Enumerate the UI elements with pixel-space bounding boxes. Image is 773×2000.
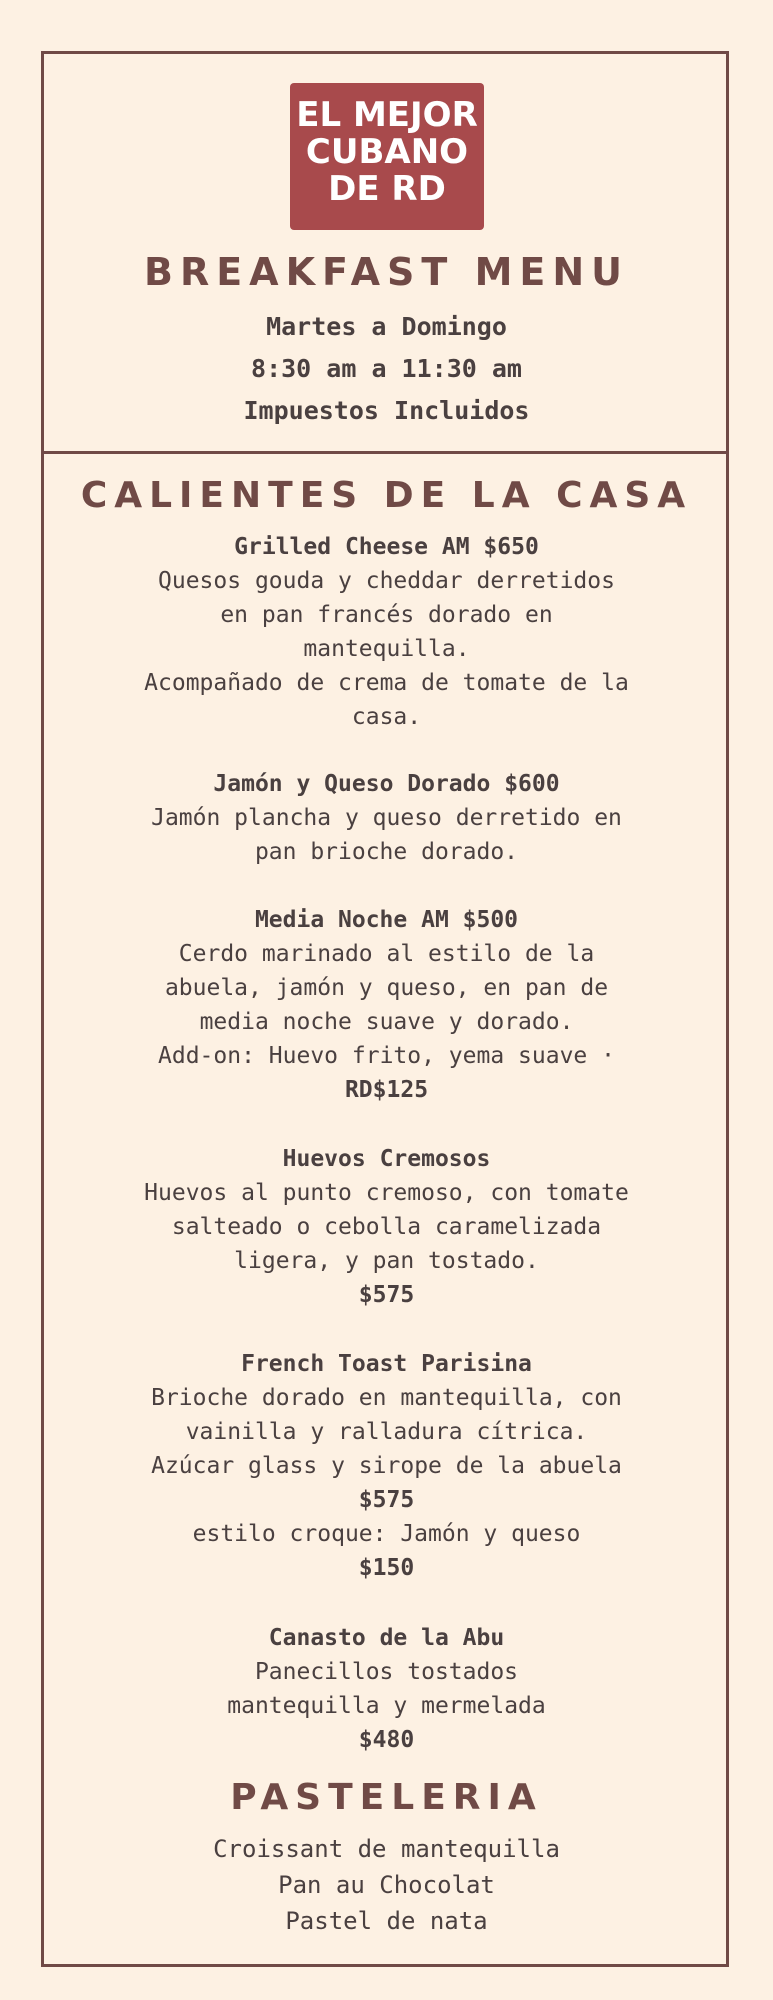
logo-line: DE RD — [328, 169, 446, 209]
item-name: Huevos Cremosos — [282, 1146, 491, 1172]
item-desc-line: Azúcar glass y sirope de la abuela — [151, 1453, 622, 1479]
item-desc-line: Brioche dorado en mantequilla, con — [151, 1385, 622, 1411]
item-desc-line: Quesos gouda y cheddar derretidos — [158, 568, 615, 594]
item-desc-line: mantequilla y mermelada — [227, 1693, 546, 1719]
menu-item — [0, 1347, 773, 1585]
item-desc-line: Add-on: Huevo frito, yema suave · — [158, 1043, 615, 1069]
item-desc-line: pan brioche dorado. — [254, 839, 519, 865]
item-price: $575 — [358, 1487, 415, 1513]
menu-hours: 8:30 am a 11:30 am — [251, 354, 522, 383]
tax-note: Impuestos Incluidos — [243, 396, 530, 425]
item-name: French Toast Parisina — [241, 1351, 532, 1377]
item-name: Canasto de la Abu — [268, 1625, 505, 1651]
item-extra: estilo croque: Jamón y queso — [192, 1521, 581, 1547]
pastry-item: Pastel de nata — [285, 1907, 488, 1935]
logo-line: CUBANO — [305, 132, 469, 172]
header-divider — [44, 451, 726, 454]
logo-line: EL MEJOR — [296, 95, 478, 135]
item-name: Media Noche AM $500 — [254, 907, 519, 933]
item-desc-line: casa. — [351, 704, 422, 730]
menu-days: Martes a Domingo — [266, 312, 507, 341]
item-name: Grilled Cheese AM $650 — [234, 534, 539, 560]
menu-item — [0, 903, 773, 1107]
item-desc-line: Panecillos tostados — [254, 1659, 519, 1685]
menu-item — [0, 530, 773, 734]
item-price: RD$125 — [344, 1077, 429, 1103]
pastry-item: Pan au Chocolat — [278, 1871, 495, 1899]
section-title-hot: CALIENTES DE LA CASA — [80, 475, 693, 516]
menu-item — [0, 1621, 773, 1757]
item-desc-line: Huevos al punto cremoso, con tomate — [144, 1180, 629, 1206]
pastry-item: Croissant de mantequilla — [213, 1835, 560, 1863]
item-extra-price: $150 — [358, 1555, 415, 1581]
item-price: $575 — [358, 1282, 415, 1308]
item-desc-line: Acompañado de crema de tomate de la — [144, 670, 629, 696]
menu-item — [0, 1142, 773, 1312]
logo — [290, 83, 484, 230]
item-desc-line: Cerdo marinado al estilo de la — [178, 941, 595, 967]
item-desc-line: media noche suave y dorado. — [199, 1009, 574, 1035]
item-price: $480 — [358, 1727, 415, 1753]
menu-item — [0, 767, 773, 869]
item-desc-line: abuela, jamón y queso, en pan de — [164, 975, 609, 1001]
item-desc-line: ligera, y pan tostado. — [234, 1248, 539, 1274]
item-name: Jamón y Queso Dorado $600 — [213, 771, 560, 797]
item-desc-line: en pan francés dorado en — [220, 602, 553, 628]
item-desc-line: salteado o cebolla caramelizada — [171, 1214, 602, 1240]
item-desc-line: vainilla y ralladura cítrica. — [185, 1419, 588, 1445]
item-desc-line: mantequilla. — [303, 636, 470, 662]
section-title-pastry: PASTELERIA — [230, 1777, 543, 1818]
menu-title: BREAKFAST MENU — [144, 250, 629, 294]
item-desc-line: Jamón plancha y queso derretido en — [151, 805, 622, 831]
pastry-list — [0, 1831, 773, 1939]
